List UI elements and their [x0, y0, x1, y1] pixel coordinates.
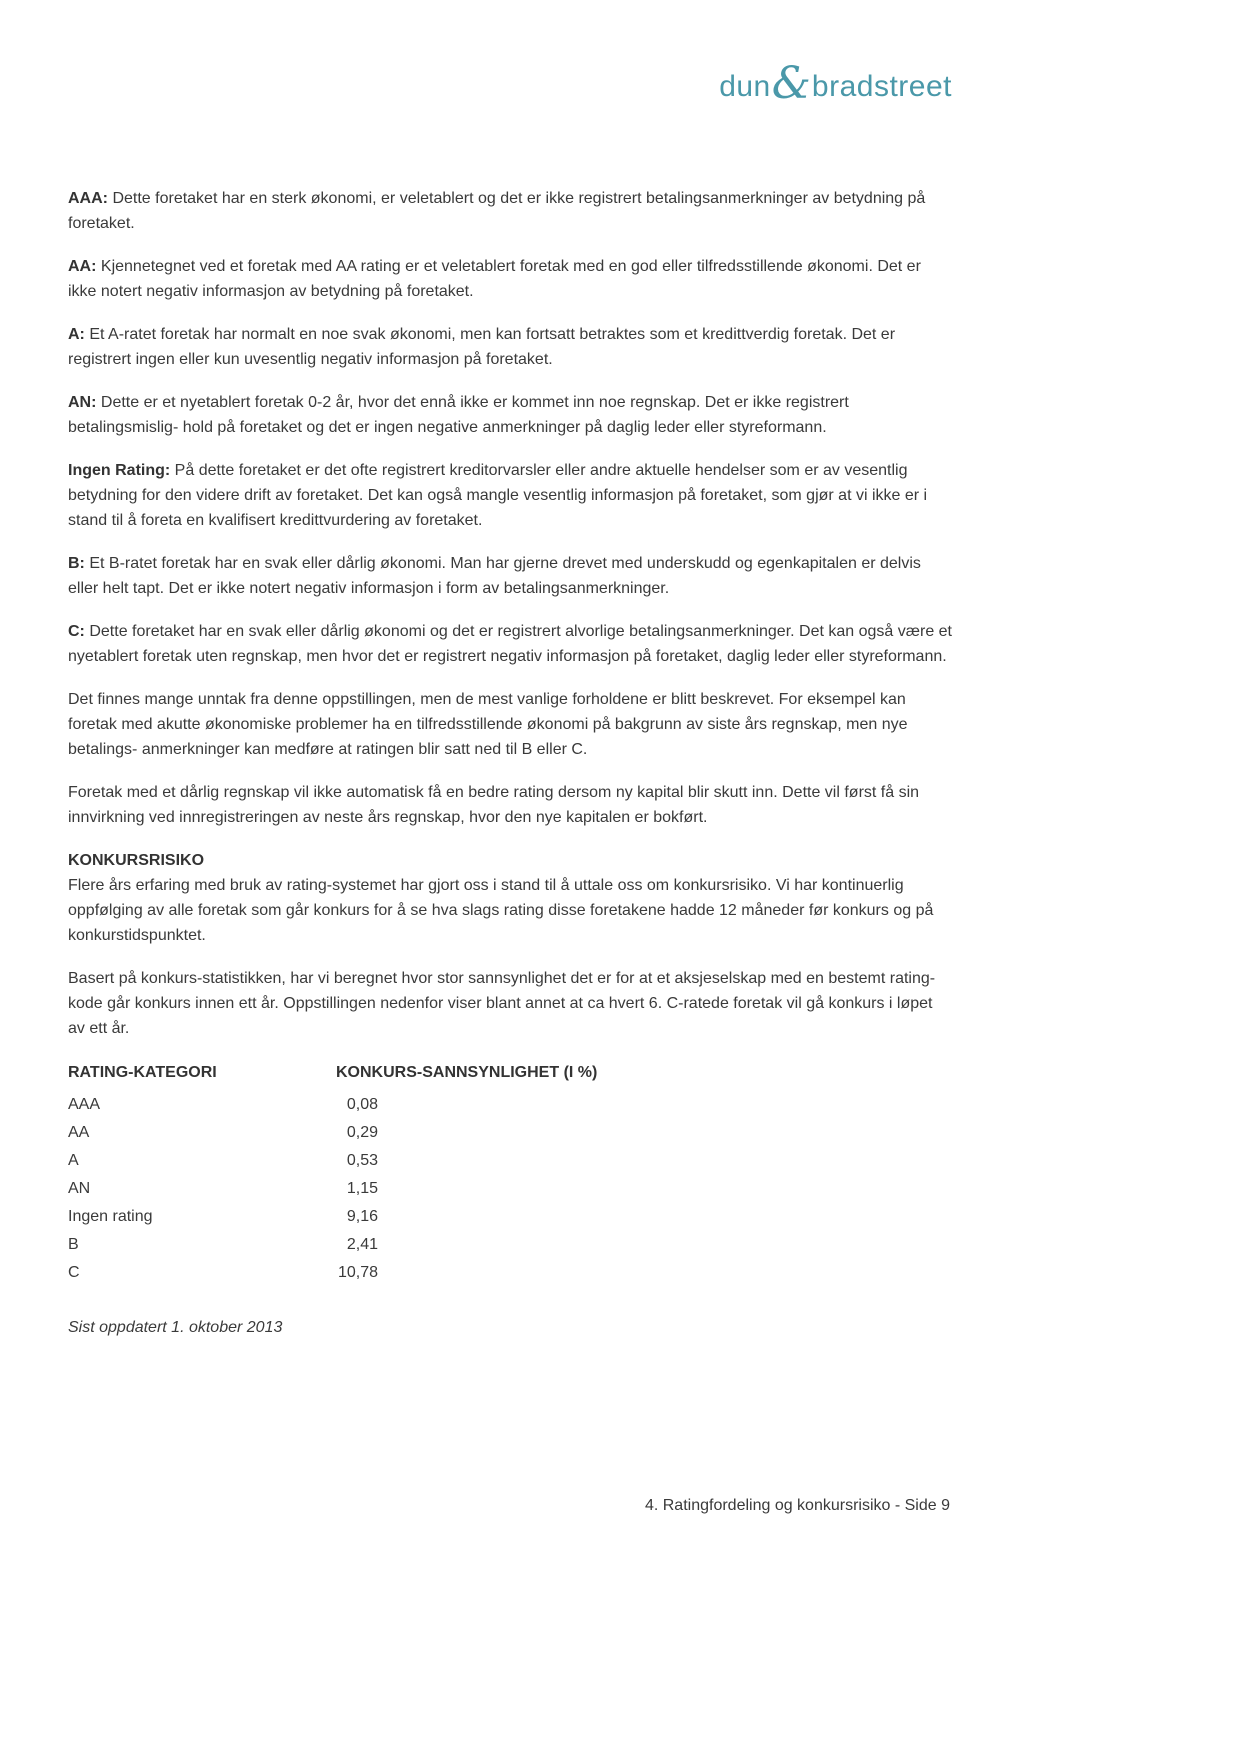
table-cell-value: 0,29: [346, 1124, 378, 1141]
table-row: [68, 1119, 952, 1147]
rating-text-ingen-rating: På dette foretaket er det ofte registrert kreditorvarsler eller andre aktuelle hendelser som er av vesentlig betydning for den videre drift av foretaket. Det kan også mangle vesentlig informasjon på foretaket, som gjør at vi ikke er i stand til å foreta en kvalifisert kredittvurdering av foretaket.: [68, 462, 928, 529]
table-cell-value: 1,15: [346, 1180, 378, 1197]
rating-paragraph-c: [68, 619, 952, 669]
table-row: [68, 1203, 952, 1231]
table-cell-category: AA: [68, 1124, 90, 1141]
rating-paragraph-aaa: [68, 186, 952, 236]
table-row: [68, 1231, 952, 1259]
rating-label-ingen-rating: Ingen Rating:: [68, 462, 171, 479]
konkursrisiko-paragraph-1: Flere års erfaring med bruk av rating-systemet har gjort oss i stand til å uttale oss om konkursrisiko. Vi har kontinuerlig oppfølging av alle foretak som går konkurs for å se hva slags rating disse foretakene hadde 12 måneder før konkurs og på konkurstidspunktet.: [68, 877, 934, 944]
table-cell-value: 2,41: [346, 1236, 378, 1253]
page-footer: 4. Ratingfordeling og konkursrisiko - Side 9: [644, 1497, 950, 1514]
rating-paragraph-an: [68, 390, 952, 440]
konkursrisiko-paragraph-2: Basert på konkurs-statistikken, har vi beregnet hvor stor sannsynlighet det er for at et aksjeselskap med en bestemt rating-kode går konkurs innen ett år. Oppstillingen nedenfor viser blant annet at ca hvert 6. C-ratede foretak vil gå konkurs i løpet av ett år.: [68, 970, 936, 1037]
general-paragraph-exceptions: Det finnes mange unntak fra denne oppstillingen, men de mest vanlige forholdene er blitt beskrevet. For eksempel kan foretak med akutte økonomiske problemer ha en tilfredsstillende økonomi på bakgrunn av siste års regnskap, men nye betalings- anmerkninger kan medføre at ratingen blir satt ned til B eller C.: [68, 691, 908, 758]
table-row: [68, 1259, 952, 1287]
table-cell-value: 9,16: [346, 1208, 378, 1225]
rating-paragraph-a: [68, 322, 952, 372]
table-header-category: RATING-KATEGORI: [68, 1064, 217, 1081]
rating-text-aaa: Dette foretaket har en sterk økonomi, er veletablert og det er ikke registrert betalingsanmerkninger av betydning på foretaket.: [68, 190, 926, 232]
rating-paragraph-b: [68, 551, 952, 601]
table-header-probability: KONKURS-SANNSYNLIGHET (I %): [336, 1064, 598, 1081]
page-content: [68, 0, 952, 1337]
rating-text-aa: Kjennetegnet ved et foretak med AA rating er et veletablert foretak med en god eller tilfredsstillende økonomi. Det er ikke notert negativ informasjon av betydning på foretaket.: [68, 258, 921, 300]
dun-bradstreet-logo: [68, 58, 952, 109]
rating-label-c: C:: [68, 623, 85, 640]
table-row: [68, 1091, 952, 1119]
rating-paragraph-aa: [68, 254, 952, 304]
table-cell-category: AN: [68, 1180, 91, 1197]
rating-text-an: Dette er et nyetablert foretak 0-2 år, hvor det ennå ikke er kommet inn noe regnskap. Det er ikke registrert betalingsmislig- hold på foretaket og det er ingen negative anmerkninger på daglig leder eller styreformann.: [68, 394, 849, 436]
rating-label-b: B:: [68, 555, 85, 572]
table-cell-value: 10,78: [337, 1264, 378, 1281]
logo-ampersand-icon: &: [771, 58, 811, 109]
rating-text-a: Et A-ratet foretak har normalt en noe svak økonomi, men kan fortsatt betraktes som et kredittverdig foretak. Det er registrert ingen eller kun uvesentlig negativ informasjon på foretaket.: [68, 326, 896, 368]
table-cell-category: Ingen rating: [68, 1208, 153, 1225]
logo-text-bradstreet: bradstreet: [811, 70, 952, 103]
table-row: [68, 1175, 952, 1203]
logo-text-dun: dun: [719, 70, 771, 103]
table-row: [68, 1147, 952, 1175]
table-cell-category: C: [68, 1264, 80, 1281]
rating-text-c: Dette foretaket har en svak eller dårlig økonomi og det er registrert alvorlige betalingsanmerkninger. Det kan også være et nyetablert foretak uten regnskap, men hvor det er registrert negativ informasjon på foretaket, daglig leder eller styreformann.: [68, 623, 952, 665]
rating-label-aaa: AAA:: [68, 190, 108, 207]
table-cell-category: B: [68, 1236, 79, 1253]
rating-label-an: AN:: [68, 394, 97, 411]
table-cell-category: AAA: [68, 1096, 101, 1113]
rating-label-aa: AA:: [68, 258, 97, 275]
general-paragraph-capital: Foretak med et dårlig regnskap vil ikke automatisk få en bedre rating dersom ny kapital blir skutt inn. Dette vil først få sin innvirkning ved innregistreringen av neste års regnskap, hvor den nye kapitalen er bokført.: [68, 784, 920, 826]
table-header-row: [68, 1059, 952, 1087]
rating-paragraph-ingen-rating: [68, 458, 952, 533]
table-cell-value: 0,08: [346, 1096, 378, 1113]
table-cell-value: 0,53: [346, 1152, 378, 1169]
rating-text-b: Et B-ratet foretak har en svak eller dårlig økonomi. Man har gjerne drevet med underskudd og egenkapitalen er delvis eller helt tapt. Det er ikke notert negativ informasjon i form av betalingsanmerkninger.: [68, 555, 921, 597]
rating-probability-table: [68, 1059, 952, 1287]
table-cell-category: A: [68, 1152, 79, 1169]
last-updated-note: Sist oppdatert 1. oktober 2013: [68, 1319, 283, 1336]
rating-label-a: A:: [68, 326, 85, 343]
section-heading-konkursrisiko: KONKURSRISIKO: [68, 852, 205, 869]
